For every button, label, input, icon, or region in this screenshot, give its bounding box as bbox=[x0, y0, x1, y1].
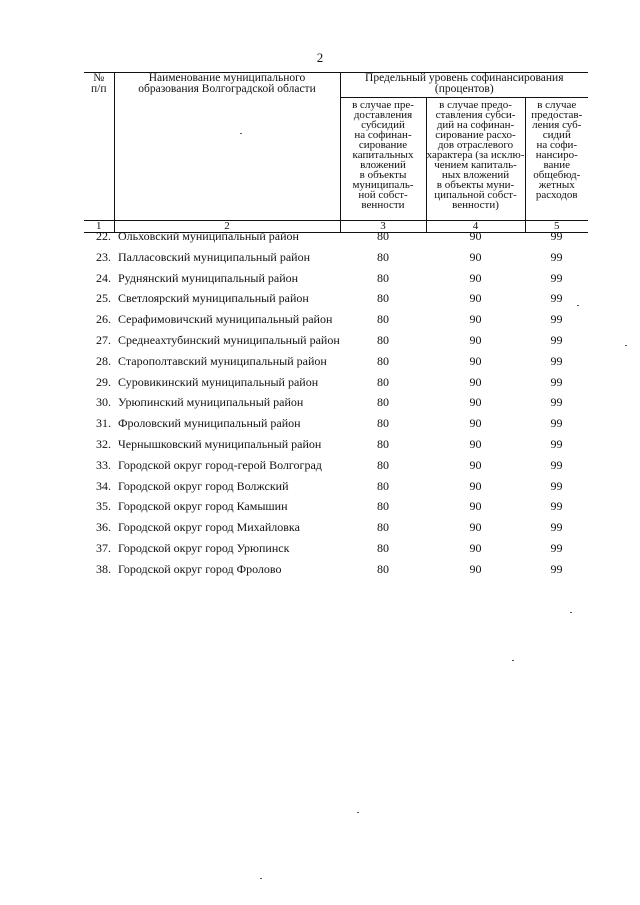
row-municipality-name: Суровикинский муниципальный район bbox=[118, 374, 319, 389]
table-row bbox=[84, 562, 588, 583]
row-number: 35. bbox=[96, 499, 111, 514]
row-number: 32. bbox=[96, 436, 111, 451]
header-num-3: 3 bbox=[340, 221, 426, 233]
table-row bbox=[84, 479, 588, 500]
header-num-5: 5 bbox=[525, 221, 588, 233]
row-general-pct: 99 bbox=[550, 457, 563, 472]
row-general-pct: 99 bbox=[550, 291, 563, 306]
row-municipality-name: Руднянский муниципальный район bbox=[118, 270, 299, 285]
page-number: 2 bbox=[316, 50, 324, 65]
header-group-cofinancing: Предельный уровень софинансирования (процентов) bbox=[340, 73, 588, 98]
row-capital-pct: 80 bbox=[377, 457, 389, 472]
row-number: 27. bbox=[96, 332, 111, 347]
table-row bbox=[84, 395, 588, 416]
row-sectoral-pct: 90 bbox=[469, 395, 482, 410]
row-sectoral-pct: 90 bbox=[469, 520, 482, 535]
row-municipality-name: Палласовский муниципальный район bbox=[118, 249, 310, 264]
header-col-number: № п/п bbox=[84, 73, 114, 221]
scan-speck bbox=[240, 133, 242, 134]
scan-speck bbox=[570, 612, 572, 613]
row-general-pct: 99 bbox=[550, 332, 563, 347]
table-row bbox=[84, 520, 588, 541]
row-sectoral-pct: 90 bbox=[469, 540, 482, 555]
row-general-pct: 99 bbox=[550, 499, 563, 514]
row-general-pct: 99 bbox=[550, 312, 563, 327]
row-municipality-name: Ольховский муниципальный район bbox=[118, 229, 299, 243]
row-capital-pct: 80 bbox=[377, 499, 389, 514]
row-sectoral-pct: 90 bbox=[469, 332, 482, 347]
row-number: 33. bbox=[96, 457, 111, 472]
row-number: 24. bbox=[96, 270, 111, 285]
row-number: 34. bbox=[96, 478, 111, 493]
row-municipality-name: Городской округ город Урюпинск bbox=[118, 540, 290, 555]
row-general-pct: 99 bbox=[550, 229, 563, 243]
row-general-pct: 99 bbox=[550, 478, 563, 493]
row-number: 26. bbox=[96, 312, 111, 327]
row-sectoral-pct: 90 bbox=[469, 436, 482, 451]
row-municipality-name: Городской округ город Волжский bbox=[118, 478, 289, 493]
table-row bbox=[84, 499, 588, 520]
row-general-pct: 99 bbox=[550, 520, 563, 535]
table-header bbox=[84, 72, 588, 233]
table-row bbox=[84, 333, 588, 354]
row-number: 30. bbox=[96, 395, 111, 410]
table-row bbox=[84, 437, 588, 458]
row-general-pct: 99 bbox=[550, 395, 563, 410]
row-sectoral-pct: 90 bbox=[469, 312, 482, 327]
row-sectoral-pct: 90 bbox=[469, 561, 482, 576]
row-number: 28. bbox=[96, 353, 111, 368]
row-sectoral-pct: 90 bbox=[469, 457, 482, 472]
row-municipality-name: Серафимовичский муниципальный район bbox=[118, 312, 333, 327]
table-row bbox=[84, 250, 588, 271]
row-capital-pct: 80 bbox=[377, 540, 389, 555]
row-municipality-name: Городской округ город Михайловка bbox=[118, 520, 300, 535]
row-sectoral-pct: 90 bbox=[469, 249, 482, 264]
row-general-pct: 99 bbox=[550, 416, 563, 431]
row-general-pct: 99 bbox=[550, 561, 563, 576]
table-row bbox=[84, 541, 588, 562]
row-capital-pct: 80 bbox=[377, 478, 389, 493]
scan-speck bbox=[625, 345, 627, 346]
row-capital-pct: 80 bbox=[377, 312, 389, 327]
row-municipality-name: Городской округ город Фролово bbox=[118, 561, 282, 576]
row-capital-pct: 80 bbox=[377, 561, 389, 576]
row-sectoral-pct: 90 bbox=[469, 499, 482, 514]
row-capital-pct: 80 bbox=[377, 436, 389, 451]
row-capital-pct: 80 bbox=[377, 291, 389, 306]
header-col-capital: в случае пре- доставления субсидий на софинан- сирование капитальных вложений в объекты муниципаль- ной собст- венности bbox=[340, 98, 426, 221]
row-sectoral-pct: 90 bbox=[469, 229, 482, 243]
header-num-4: 4 bbox=[426, 221, 525, 233]
row-number: 31. bbox=[96, 416, 111, 431]
row-number: 36. bbox=[96, 520, 111, 535]
row-municipality-name: Чернышковский муниципальный район bbox=[118, 436, 322, 451]
scan-speck bbox=[260, 878, 262, 879]
row-number: 23. bbox=[96, 249, 111, 264]
row-sectoral-pct: 90 bbox=[469, 353, 482, 368]
row-municipality-name: Урюпинский муниципальный район bbox=[118, 395, 304, 410]
header-col-general: в случае предостав- ления суб- сидий на софи- нансиро- вание общебюд- жетных расходов bbox=[525, 98, 588, 221]
table-row bbox=[84, 354, 588, 375]
row-municipality-name: Городской округ город-герой Волгоград bbox=[118, 457, 322, 472]
row-sectoral-pct: 90 bbox=[469, 291, 482, 306]
row-capital-pct: 80 bbox=[377, 229, 389, 243]
row-capital-pct: 80 bbox=[377, 520, 389, 535]
row-sectoral-pct: 90 bbox=[469, 270, 482, 285]
table-row bbox=[84, 271, 588, 292]
table-row bbox=[84, 291, 588, 312]
row-capital-pct: 80 bbox=[377, 416, 389, 431]
row-municipality-name: Светлоярский муниципальный район bbox=[118, 291, 309, 306]
row-general-pct: 99 bbox=[550, 270, 563, 285]
row-number: 25. bbox=[96, 291, 111, 306]
row-number: 38. bbox=[96, 561, 111, 576]
table-body bbox=[84, 229, 588, 583]
row-general-pct: 99 bbox=[550, 540, 563, 555]
row-municipality-name: Фроловский муниципальный район bbox=[118, 416, 301, 431]
header-col-sectoral: в случае предо- ставления субси- дий на софинан- сирование расхо- дов отраслевого характера (за исклю- чением капиталь- ных вложений в объекты муни- ципальной собст- венности) bbox=[426, 98, 525, 221]
header-num-1: 1 bbox=[84, 221, 114, 233]
row-general-pct: 99 bbox=[550, 249, 563, 264]
row-municipality-name: Городской округ город Камышин bbox=[118, 499, 288, 514]
row-number: 29. bbox=[96, 374, 111, 389]
scan-speck bbox=[357, 812, 359, 813]
row-capital-pct: 80 bbox=[377, 270, 389, 285]
scan-speck bbox=[512, 660, 514, 661]
header-col-name: Наименование муниципального образования Волгоградской области bbox=[114, 73, 340, 221]
scan-speck bbox=[577, 305, 579, 306]
table-row bbox=[84, 312, 588, 333]
row-number: 22. bbox=[96, 229, 111, 243]
row-sectoral-pct: 90 bbox=[469, 478, 482, 493]
row-capital-pct: 80 bbox=[377, 249, 389, 264]
table-row bbox=[84, 416, 588, 437]
table-row bbox=[84, 375, 588, 396]
row-municipality-name: Среднеахтубинский муниципальный район bbox=[118, 332, 340, 347]
row-general-pct: 99 bbox=[550, 353, 563, 368]
table-row bbox=[84, 458, 588, 479]
header-num-2: 2 bbox=[114, 221, 340, 233]
row-general-pct: 99 bbox=[550, 436, 563, 451]
row-sectoral-pct: 90 bbox=[469, 416, 482, 431]
row-capital-pct: 80 bbox=[377, 395, 389, 410]
row-sectoral-pct: 90 bbox=[469, 374, 482, 389]
row-municipality-name: Старополтавский муниципальный район bbox=[118, 353, 327, 368]
table-row bbox=[84, 229, 588, 250]
row-capital-pct: 80 bbox=[377, 332, 389, 347]
row-general-pct: 99 bbox=[550, 374, 563, 389]
row-capital-pct: 80 bbox=[377, 353, 389, 368]
row-number: 37. bbox=[96, 540, 111, 555]
row-capital-pct: 80 bbox=[377, 374, 389, 389]
